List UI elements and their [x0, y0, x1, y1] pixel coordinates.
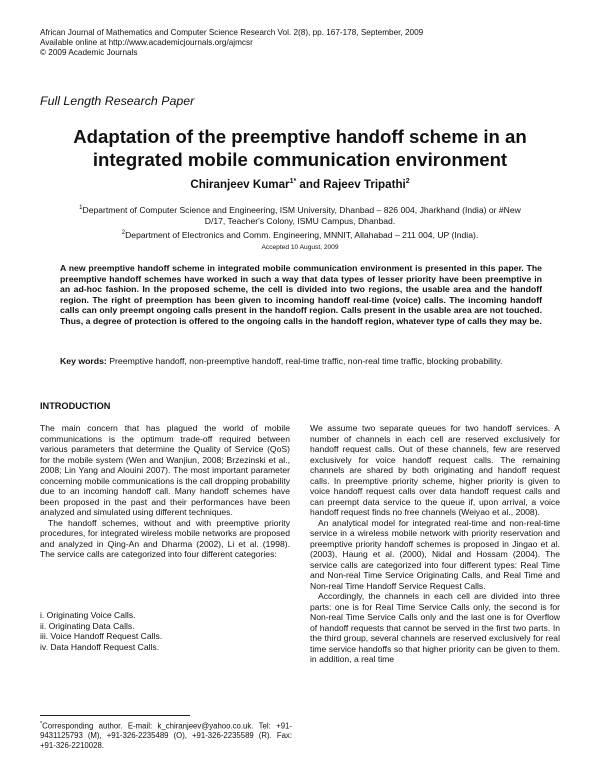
footnote	[40, 720, 292, 751]
affiliation-1-mark: 1	[79, 205, 83, 211]
author-1: Chiranjeev Kumar	[190, 178, 290, 191]
call-categories-list	[40, 610, 162, 652]
list-item: i. Originating Voice Calls.	[40, 610, 136, 620]
keywords	[60, 356, 542, 367]
abstract: A new preemptive handoff scheme in integrated mobile communication environment is presented in this paper. The preemptive handoff schemes have worked in such a way that data types of lesser priority have been preemptive in an ad-hoc fashion. In the proposed scheme, the cell is divided into two regions, the usable area and the handoff region. The right of preemption has been given to incoming handoff real-time (voice) calls. The incoming handoff calls can only preempt ongoing calls present in the handoff region. Calls present in the usable area are not touched. Thus, a degree of protection is offered to the ongoing calls in the handoff region, whatever type of calls they may be.	[60, 263, 542, 326]
footnote-text: Corresponding author. E-mail: k_chiranjeev@yahoo.co.uk. Tel: +91-9431125793 (M), +91-326-2235489 (O), +91-326-2235589 (R). Fax: +91-326-2210028.	[40, 721, 292, 751]
journal-citation: African Journal of Mathematics and Computer Science Research Vol. 2(8), pp. 167-178, September, 2009	[40, 28, 424, 37]
affiliation-2	[50, 228, 550, 241]
title-line-1: Adaptation of the preemptive handoff scheme in an	[73, 126, 527, 147]
journal-header	[40, 28, 423, 59]
authors	[40, 178, 560, 191]
footnote-divider	[40, 715, 190, 716]
affiliation-1-line-2: D/17, Teacher's Colony, ISMU Campus, Dhanbad.	[204, 216, 396, 227]
copyright: © 2009 Academic Journals	[40, 48, 138, 58]
affiliation-2-mark: 2	[121, 230, 126, 237]
affiliations	[50, 203, 550, 242]
list-item: iv. Data Handoff Request Calls.	[40, 641, 160, 652]
list-item: ii. Originating Data Calls.	[40, 620, 135, 631]
left-column	[40, 423, 290, 560]
author-2-mark: 2	[405, 178, 410, 186]
affiliation-2-line-1: Department of Electronics and Comm. Engineering, MNNIT, Allahabad – 211 004, UP (India).	[125, 229, 479, 240]
authors-and: and	[296, 178, 324, 191]
keywords-text: Preemptive handoff, non-preemptive handoff, real-time traffic, non-real time traffic, blocking probability.	[106, 356, 503, 366]
accepted-date: Accepted 10 August, 2009	[261, 244, 339, 251]
author-2: Rajeev Tripathi	[323, 178, 406, 191]
author-1-mark: 1*	[289, 178, 297, 186]
keywords-label: Key words:	[60, 356, 107, 366]
right-column	[310, 423, 560, 665]
affiliation-1	[50, 203, 550, 216]
paper-title	[40, 126, 560, 171]
right-paragraph-2: An analytical model for integrated real-time and non-real-time service in a wireless mobile network with priority reservation and preemptive priority handoff schemes is proposed in Jingao et al. (2003), Haung et al. (2000), Nidal and Hossam (2004). The service calls are categorized into four different types: Real Time and Non-real Time Service Originating Calls, and Real Time and Non-real Time Handoff Service Request Calls.	[310, 517, 560, 591]
journal-url: Available online at http://www.academicjournals.org/ajmcsr	[40, 38, 253, 48]
paper-type: Full Length Research Paper	[40, 94, 195, 108]
title-line-2: integrated mobile communication environment	[92, 148, 508, 170]
right-paragraph-1: We assume two separate queues for two handoff services. A number of channels in each cell are reserved exclusively for handoff request calls. Out of these channels, few are reserved exclusively for voice handoff request calls. The remaining channels are shared by both originating and handoff request calls. In preemptive priority scheme, higher priority is given to voice handoff request calls over data handoff request calls and can preempt data service to the queue if, upon arrival, a voice handoff request finds no free channels (Weiyao et al., 2008).	[310, 423, 560, 517]
intro-paragraph-1: The main concern that has plagued the world of mobile communications is the optimum trade-off required between various parameters that determine the Quality of Service (QoS) for the mobile system (Wen and Wanjiun, 2008; Brzezinski et al., 2008; Lin Yang and Alouini 2007). The most important parameter concerning mobile communications is the call dropping probability due to an incoming handoff call. Many handoff schemes have been proposed in the past and their performances have been analyzed and simulated using different techniques.	[40, 423, 290, 517]
affiliation-1-line-1: Department of Computer Science and Engineering, ISM University, Dhanbad – 826 004, Jharkhand (India) or #New	[82, 204, 521, 215]
footnote-mark: *	[40, 721, 43, 727]
right-paragraph-3: Accordingly, the channels in each cell are divided into three parts: one is for Real Time Service Calls only, the second is for Non-real Time Service Calls only and the last one is for Overflow of handoff requests that cannot be served in the first two parts. In the third group, several channels are reserved exclusively for real time service handoffs so that higher priority can be given to them. in addition, a real time	[310, 591, 560, 664]
intro-paragraph-2: The handoff schemes, without and with preemptive priority procedures, for integrated wireless mobile networks are proposed and analyzed in Qing-An and Dharma (2002), Li et al. (1998). The service calls are categorized into four different categories:	[40, 517, 290, 559]
list-item: iii. Voice Handoff Request Calls.	[40, 631, 163, 642]
section-heading-introduction: INTRODUCTION	[40, 401, 111, 411]
